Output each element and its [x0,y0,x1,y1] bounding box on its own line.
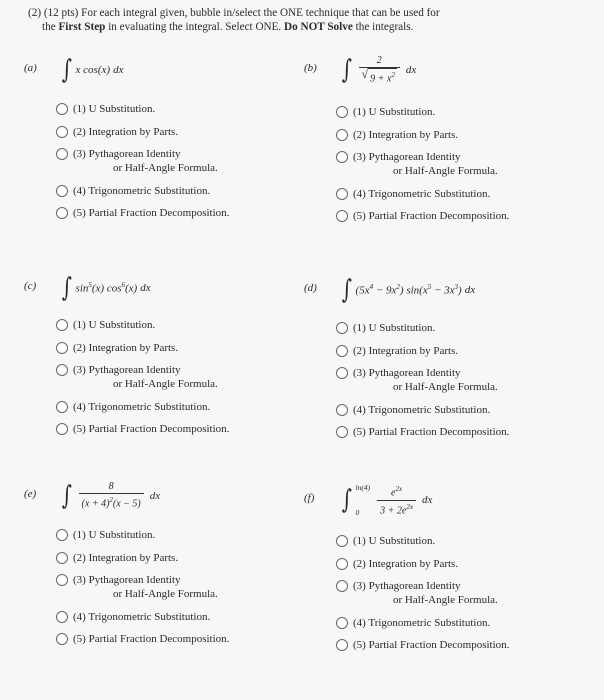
option-label: (2) Integration by Parts. [353,344,459,357]
option-label: (3) Pythagorean Identity or Half-Angle Formula. [353,367,498,393]
integral-sign: ∫ [341,55,352,85]
radio-button[interactable] [56,319,68,331]
option-label: (3) Pythagorean Identity or Half-Angle Formula. [353,151,498,177]
option-list [336,321,509,448]
option-item[interactable] [336,344,509,358]
integral-expression: ∫ $\frac{8}{(x + 4)^2(x - 5)}$ dx [61,481,161,511]
option-label: (2) Integration by Parts. [73,341,179,354]
part-label: (a) [24,62,37,74]
option-label: (3) Pythagorean Identity or Half-Angle Formula. [73,148,218,174]
option-label: (4) Trigonometric Substitution. [353,187,491,200]
integral-sign: ∫ [61,481,72,511]
radio-button[interactable] [56,126,68,138]
radio-button[interactable] [336,426,348,438]
option-item[interactable] [56,610,229,624]
part-label: (c) [24,280,37,292]
integral-limits: ln(4) 0 [355,483,371,517]
radio-button[interactable] [336,558,348,570]
radio-button[interactable] [336,639,348,651]
part-label: (f) [304,492,315,504]
option-label: (1) U Substitution. [353,106,436,118]
option-item[interactable] [56,573,229,601]
radio-button[interactable] [56,552,68,564]
fraction: $\frac{e^{2x}}{3 + 2e^{2x}}$ [377,483,416,517]
radio-button[interactable] [336,404,348,416]
option-item[interactable] [56,422,229,436]
option-item[interactable] [336,187,509,201]
option-item[interactable] [56,147,229,175]
option-list [336,534,509,661]
option-item[interactable] [56,125,229,139]
radio-button[interactable] [336,367,348,379]
option-item[interactable] [56,528,229,542]
radio-button[interactable] [336,210,348,222]
option-label: (1) U Substitution. [73,529,156,541]
option-item[interactable] [336,557,509,571]
radio-button[interactable] [56,529,68,541]
option-item[interactable] [56,632,229,646]
option-label: (5) Partial Fraction Decomposition. [353,426,510,438]
part-d [304,270,594,438]
option-item[interactable] [336,616,509,630]
option-item[interactable] [56,551,229,565]
option-label: (1) U Substitution. [353,535,436,547]
integral-sign: ∫ [341,485,352,515]
option-item[interactable] [336,209,509,223]
option-item[interactable] [56,341,229,355]
radio-button[interactable] [56,207,68,219]
option-item[interactable] [336,579,509,607]
fraction: $\frac{8}{(x + 4)^2(x - 5)}$ [79,481,144,510]
part-c [24,268,314,435]
radio-button[interactable] [336,151,348,163]
option-item[interactable] [56,102,229,116]
radio-button[interactable] [56,611,68,623]
radio-button[interactable] [336,580,348,592]
part-label: (d) [304,282,317,294]
option-item[interactable] [56,184,229,198]
radio-button[interactable] [56,185,68,197]
option-label: (3) Pythagorean Identity or Half-Angle Formula. [73,574,218,600]
option-item[interactable] [56,318,229,332]
integral-expression: ∫ x cos(x) dx [61,55,124,85]
radio-button[interactable] [336,106,348,118]
radio-button[interactable] [56,148,68,160]
option-label: (2) Integration by Parts. [353,557,459,570]
option-label: (5) Partial Fraction Decomposition. [73,633,230,645]
option-label: (4) Trigonometric Substitution. [73,400,211,413]
option-label: (2) Integration by Parts. [73,125,179,138]
integral-sign: ∫ [61,273,72,303]
option-label: (4) Trigonometric Substitution. [73,610,211,623]
fraction: 2 √ $9 + x^2$ [359,55,400,85]
option-item[interactable] [336,534,509,548]
question-header [28,6,588,34]
radio-button[interactable] [336,188,348,200]
option-label: (2) Integration by Parts. [353,128,459,141]
radio-button[interactable] [56,401,68,413]
radio-button[interactable] [56,364,68,376]
option-item[interactable] [56,206,229,220]
integral-expression: ∫ 2 √ $9 + x^2$ dx [341,54,417,85]
integral-sign: ∫ [341,275,352,305]
question-line-1: (2) (12 pts) For each integral given, bubble in/select the ONE technique that can be used for [28,7,440,19]
option-label: (4) Trigonometric Substitution. [353,403,491,416]
radio-button[interactable] [56,574,68,586]
radio-button[interactable] [336,535,348,547]
radio-button[interactable] [336,617,348,629]
integral-expression: ∫ $\sin^5(x)$ $\cos^6(x)$ dx [61,273,151,303]
option-label: (2) Integration by Parts. [73,551,179,564]
option-item[interactable] [336,425,509,439]
option-item[interactable] [56,400,229,414]
option-item[interactable] [336,150,509,178]
part-e [24,476,314,645]
option-label: (1) U Substitution. [73,103,156,115]
part-label: (e) [24,488,37,500]
integral-sign: ∫ [61,55,72,85]
radio-button[interactable] [336,322,348,334]
part-f [304,480,594,651]
integral-expression: ∫ $(5x^4 - 9x^2) \sin(x^5 - 3x^3)$ dx [341,275,476,305]
radio-button[interactable] [56,103,68,115]
option-label: (3) Pythagorean Identity or Half-Angle Formula. [353,580,498,606]
option-list [56,102,229,229]
option-list [336,105,509,232]
option-item[interactable] [336,128,509,142]
option-label: (5) Partial Fraction Decomposition. [73,207,230,219]
part-b [304,50,594,222]
option-item[interactable] [56,363,229,391]
option-list [56,318,229,445]
option-label: (1) U Substitution. [353,322,436,334]
option-label: (3) Pythagorean Identity or Half-Angle Formula. [73,364,218,390]
question-line-2: the First Step in evaluating the integral. Select ONE. Do NOT Solve the integrals. [42,21,414,33]
option-item[interactable] [336,638,509,652]
option-item[interactable] [336,321,509,335]
radio-button[interactable] [56,633,68,645]
option-item[interactable] [336,403,509,417]
option-label: (4) Trigonometric Substitution. [353,616,491,629]
option-item[interactable] [336,105,509,119]
option-label: (4) Trigonometric Substitution. [73,184,211,197]
radio-button[interactable] [336,129,348,141]
part-label: (b) [304,62,317,74]
radio-button[interactable] [56,423,68,435]
integral-expression: ∫ ln(4) 0 $\frac{e^{2x}}{3 + 2e^{2x}}$ dx [341,483,433,517]
part-a [24,50,314,219]
option-label: (5) Partial Fraction Decomposition. [353,639,510,651]
option-item[interactable] [336,366,509,394]
option-list [56,528,229,655]
option-label: (5) Partial Fraction Decomposition. [73,423,230,435]
radio-button[interactable] [56,342,68,354]
option-label: (5) Partial Fraction Decomposition. [353,210,510,222]
radio-button[interactable] [336,345,348,357]
option-label: (1) U Substitution. [73,319,156,331]
